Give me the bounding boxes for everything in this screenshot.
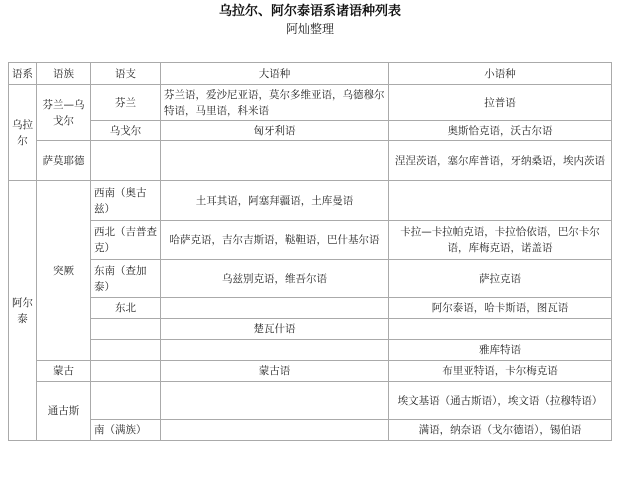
- table-row: [9, 382, 612, 420]
- header-family: 语系: [9, 63, 37, 85]
- minor-cell: 拉普语: [389, 85, 612, 121]
- minor-cell: 布里亚特语，卡尔梅克语: [389, 361, 612, 382]
- table-row: [9, 85, 612, 121]
- branch-cell: [91, 361, 161, 382]
- major-cell: 楚瓦什语: [161, 319, 389, 340]
- major-cell: 蒙古语: [161, 361, 389, 382]
- branch-cell-ugric: 乌戈尔: [91, 121, 161, 141]
- family-cell-altaic: 阿尔泰: [9, 181, 37, 441]
- header-minor: 小语种: [389, 63, 612, 85]
- major-cell: [161, 298, 389, 319]
- major-cell: 哈萨克语，吉尔吉斯语，鞑靼语，巴什基尔语: [161, 221, 389, 260]
- table-row: [9, 340, 612, 361]
- branch-cell-southwest: 西南（奥古兹）: [91, 181, 161, 221]
- major-cell: 芬兰语，爱沙尼亚语，莫尔多维亚语，乌德穆尔特语，马里语，科米语: [161, 85, 389, 121]
- group-cell-samoyed: 萨莫耶德: [37, 141, 91, 181]
- branch-cell-northeast: 东北: [91, 298, 161, 319]
- major-cell: [161, 420, 389, 441]
- language-table: [8, 62, 612, 441]
- header-branch: 语支: [91, 63, 161, 85]
- document-title: 乌拉尔、阿尔泰语系诸语种列表: [218, 4, 401, 19]
- branch-cell-northwest: 西北（吉普查克）: [91, 221, 161, 260]
- table-row: [9, 260, 612, 298]
- table-row: [9, 319, 612, 340]
- document-author: 阿灿整理: [285, 22, 334, 36]
- family-cell-uralic: 乌拉尔: [9, 85, 37, 181]
- major-cell: [161, 340, 389, 361]
- branch-cell: [91, 382, 161, 420]
- table-row: [9, 181, 612, 221]
- minor-cell: 满语，纳奈语（戈尔德语），锡伯语: [389, 420, 612, 441]
- group-cell-turkic: 突厥: [37, 181, 91, 361]
- branch-cell: [91, 340, 161, 361]
- header-major: 大语种: [161, 63, 389, 85]
- major-cell: 土耳其语，阿塞拜疆语，土库曼语: [161, 181, 389, 221]
- major-cell: 匈牙利语: [161, 121, 389, 141]
- major-cell: 乌兹别克语，维吾尔语: [161, 260, 389, 298]
- branch-cell: [91, 141, 161, 181]
- header-group: 语族: [37, 63, 91, 85]
- minor-cell: [389, 319, 612, 340]
- minor-cell: [389, 181, 612, 221]
- table-row: [9, 361, 612, 382]
- group-cell-mongolic: 蒙古: [37, 361, 91, 382]
- table-row: [9, 298, 612, 319]
- branch-cell: [91, 319, 161, 340]
- minor-cell: 雅库特语: [389, 340, 612, 361]
- minor-cell: 阿尔泰语，哈卡斯语，图瓦语: [389, 298, 612, 319]
- branch-cell-south-manchu: 南（满族）: [91, 420, 161, 441]
- major-cell: [161, 382, 389, 420]
- minor-cell: 涅涅茨语，塞尔库普语，牙纳桑语，埃内茨语: [389, 141, 612, 181]
- group-cell-tungusic: 通古斯: [37, 382, 91, 441]
- minor-cell: 埃文基语（通古斯语），埃文语（拉穆特语）: [389, 382, 612, 420]
- minor-cell: 奥斯恰克语，沃古尔语: [389, 121, 612, 141]
- group-cell-finno-ugric: 芬兰—乌戈尔: [37, 85, 91, 141]
- branch-cell-southeast: 东南（查加泰）: [91, 260, 161, 298]
- table-header-row: [9, 63, 612, 85]
- table-row: [9, 121, 612, 141]
- table-row: [9, 141, 612, 181]
- major-cell: [161, 141, 389, 181]
- minor-cell: 萨拉克语: [389, 260, 612, 298]
- minor-cell: 卡拉—卡拉帕克语，卡拉恰依语，巴尔卡尔语，库梅克语，诺盖语: [389, 221, 612, 260]
- branch-cell-finnic: 芬兰: [91, 85, 161, 121]
- table-row: [9, 420, 612, 441]
- table-row: [9, 221, 612, 260]
